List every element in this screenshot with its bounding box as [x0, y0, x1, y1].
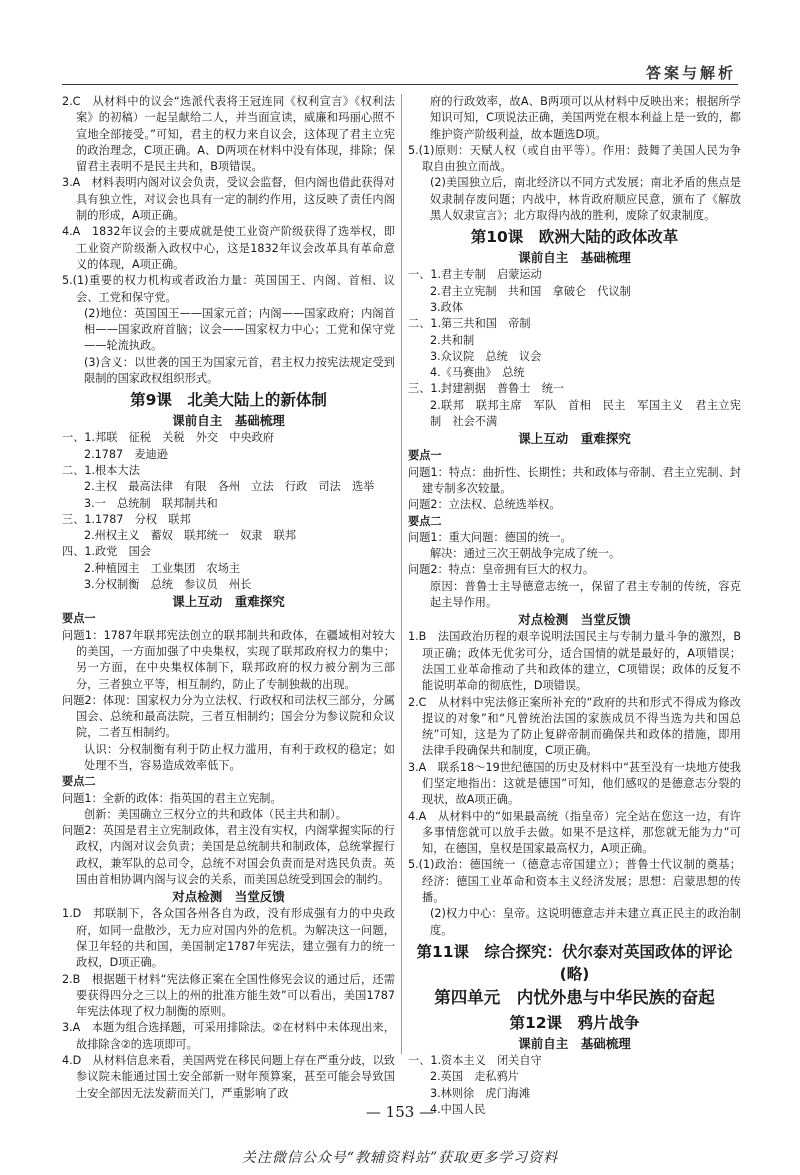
key-point-label: 要点二: [408, 514, 442, 528]
paragraph: 3.林则徐 虎门海滩: [430, 1086, 531, 1100]
paragraph: 解决：通过三次王朝战争完成了统一。: [430, 547, 621, 561]
paragraph: 2.联邦 联邦主席 军队 首相 民主 军国主义 君主立宪制 社会不满: [430, 398, 741, 429]
paragraph: 2.英国 走私鸦片: [430, 1070, 519, 1084]
paragraph: 3.分权制衡 总统 参议员 州长: [84, 578, 252, 592]
paragraph: 3.政体: [430, 300, 464, 314]
lesson-title: 第9课 北美大陆上的新体制: [130, 391, 327, 410]
section-title: 课前自主 基础梳理: [518, 250, 631, 266]
paragraph: 3.众议院 总统 议会: [430, 349, 542, 363]
left-column: [62, 94, 395, 1102]
paragraph: 三、1.1787 分权 联邦: [62, 512, 191, 526]
header-title: 答案与解析: [645, 64, 736, 82]
paragraph: 一、1.邦联 征税 关税 外交 中央政府: [62, 431, 275, 445]
paragraph: 4.A 从材料中的“如果最高统（指皇帝）完全站在您这一边，有许多事情您就可以放手去做。如果不是这样，那您就无能为力”可知，在德国，皇权是国家最高权力，A项正确。: [408, 809, 741, 856]
paragraph: 2.种植园主 工业集团 农场主: [84, 561, 241, 575]
paragraph: 4.A 1832年议会的主要成就是使工业资产阶级获得了选举权，即工业资产阶级渐入政权中心，这是1832年议会改革具有革命意义的体现，A项正确。: [62, 225, 395, 271]
section-title: 课上互动 重难探究: [518, 431, 631, 447]
section-title: 对点检测 当堂反馈: [172, 889, 285, 905]
section-title: 课前自主 基础梳理: [518, 1035, 631, 1051]
paragraph: 3.一 总统制 联邦制共和: [84, 496, 218, 510]
paragraph: 2.1787 麦迪逊: [84, 447, 168, 461]
paragraph: 5.(1)重要的权力机构或者政治力量：英国国王、内阁、首相、议会、工党和保守党。: [62, 274, 395, 304]
section-title: 课上互动 重难探究: [172, 594, 285, 610]
paragraph: 问题2：体现：国家权力分为立法权、行政权和司法权三部分，分属国会、总统和最高法院，三者互相制约；国会分为参议院和众议院，二者互相制约。: [62, 693, 395, 740]
footer-note: 关注微信公众号“教辅资料站”获取更多学习资料: [241, 1150, 559, 1166]
paragraph: 府的行政效率，故A、B两项可以从材料中反映出来；根据所学知识可知，C项说法正确，美国两党在根本利益上是一致的，都维护资产阶级利益，故本题选D项。: [430, 95, 741, 141]
paragraph: 2.州权主义 蓄奴 联邦统一 奴隶 联邦: [84, 529, 297, 543]
page-number-value: 153: [385, 1103, 415, 1121]
paragraph: 问题1：特点：曲折性、长期性；共和政体与帝制、君主立宪制、封建专制多次较量。: [408, 465, 741, 495]
paragraph: 一、1.君主专制 启蒙运动: [408, 268, 542, 282]
paragraph: 5.(1)原则：天赋人权（或自由平等）。作用：鼓舞了美国人民为争取自由独立而战。: [408, 143, 741, 174]
paragraph: 2.C 从材料中的议会“选派代表将王冠连同《权利宣言》《权利法案》的初稿）一起呈献给二人，并当面宣读，威廉和玛丽心照不宣地全部接受。”可知，君主的权力来自议会，这体现了君主立宪的政治理念，C项正确。A、D两项在材料中没有体现，排除；保留君主表明不是民主共和，B项错误。: [62, 95, 395, 174]
paragraph: 问题1：1787年联邦宪法创立的联邦制共和政体，在疆域相对较大的美国，一方面加强了中央集权，实现了联邦政府权力的集中；另一方面，在中央集权体制下，联邦政府的权力被分割为三部分，三者独立平等，相互制约，防止了专制独裁的出现。: [62, 628, 395, 691]
paragraph: 1.B 法国政治历程的艰辛说明法国民主与专制力量斗争的激烈，B项正确；政体无优劣可分，适合国情的就是最好的，A项错误；法国工业革命推动了共和政体的建立，C项错误；政体的反复不能说明革命的彻底性，D项错误。: [408, 630, 741, 693]
paragraph: (2)地位：英国国王——国家元首；内阁——国家政府；内阁首相——国家政府首脑；议会——国家权力中心；工党和保守党——轮流执政。: [84, 306, 395, 353]
lesson-title: 第10课 欧洲大陆的政体改革: [470, 228, 679, 247]
paragraph: 4.D 从材料信息来看，美国两党在移民问题上存在严重分歧，以致参议院未能通过国土安全部新一财年预算案，甚至可能会导致国土安全部因无法发薪而关门，严重影响了政: [62, 1054, 395, 1100]
paragraph: 二、1.根本大法: [62, 463, 140, 477]
unit-title: 第四单元 内忧外患与中华民族的奋起: [434, 987, 715, 1007]
paragraph: 问题2：立法权、总统选举权。: [408, 498, 561, 512]
paragraph: 5.(1)政治：德国统一（德意志帝国建立）；普鲁士代议制的奠基；经济：德国工业革命和资本主义经济发展；思想：启蒙思想的传播。: [408, 858, 741, 905]
column-divider: [401, 94, 402, 1054]
paragraph: (3)含义：以世袭的国王为国家元首，君主权力按宪法规定受到限制的国家政权组织形式。: [84, 355, 395, 386]
paragraph: 2.共和制: [430, 333, 475, 347]
paragraph: 2.君主立宪制 共和国 拿破仑 代议制: [430, 284, 631, 298]
paragraph: 一、1.资本主义 闭关自守: [408, 1053, 542, 1067]
paragraph: 3.A 本题为组合选择题，可采用排除法。②在材料中未体现出来，故排除含②的选项即可。: [62, 1021, 395, 1051]
page-number: — 153 —: [365, 1103, 435, 1121]
paragraph: 3.A 材料表明内阁对议会负责，受议会监督，但内阁也借此获得对具有独立性，对议会也具有一定的制约作用，这反映了责任内阁制的形成，A项正确。: [62, 176, 395, 223]
lesson-title: 第12课 鸦片战争: [509, 1013, 640, 1032]
paragraph: (2)美国独立后，南北经济以不同方式发展；南北矛盾的焦点是奴隶制存废问题；内战中，林肯政府顺应民意，颁布了《解放黑人奴隶宣言》；北方取得内战的胜利，废除了奴隶制度。: [430, 176, 741, 223]
key-point-label: 要点一: [408, 449, 442, 463]
paragraph: 问题1：重大问题：德国的统一。: [408, 530, 572, 544]
paragraph: 三、1.封建割据 普鲁士 统一: [408, 382, 565, 396]
paragraph: 2.C 从材料中宪法修正案所补充的“政府的共和形式不得成为修改提议的对象”和“凡曾统治法国的家族成员不得当选为共和国总统”可知，这是为了防止复辟帝制而确保共和政体的措施，即用法律手段确保共和制度，C项正确。: [408, 695, 741, 758]
key-point-label: 要点二: [62, 775, 96, 789]
paragraph: 原因：普鲁士主导德意志统一，保留了君主专制的传统，容克起主导作用。: [430, 579, 741, 610]
paragraph: 2.主权 最高法律 有限 各州 立法 行政 司法 选举: [84, 480, 375, 494]
paragraph: 问题2：英国是君主立宪制政体，君主没有实权，内阁掌握实际的行政权，内阁对议会负责；美国是总统制共和制政体，总统掌握行政权，兼军队的总司令，总统不对国会负责而是对选民负责。英国由首相协调内阁与议会的关系，而美国总统受到国会的制约。: [62, 824, 395, 887]
lesson-title: 第11课 综合探究：伏尔泰对英国政体的评论(略): [416, 942, 733, 983]
paragraph: 3.A 联系18～19世纪德国的历史及材料中“甚至没有一块地方使我们坚定地指出：这就是德国”可知，他们感叹的是德意志分裂的现状，故A项正确。: [408, 760, 741, 807]
key-point-label: 要点一: [62, 612, 96, 626]
paragraph: 问题1：全新的政体：指英国的君主立宪制。: [62, 791, 282, 805]
paragraph: 问题2：特点：皇帝拥有巨大的权力。: [408, 563, 595, 577]
paragraph: 二、1.第三共和国 帝制: [408, 317, 531, 331]
paragraph: 1.D 邦联制下，各众国各州各自为政，没有形成强有力的中央政府，如同一盘散沙，无力应对国内外的危机。为解决这一问题，保卫年轻的共和国，美国制定1787年宪法，建立强有力的统一政权，D项正确。: [62, 907, 395, 970]
paragraph: 四、1.政党 国会: [62, 545, 151, 559]
section-title: 课前自主 基础梳理: [172, 413, 285, 429]
header-rule: [62, 84, 738, 85]
right-column: [408, 94, 741, 1118]
paragraph: 创新：美国确立三权分立的共和政体（民主共和制）。: [84, 807, 347, 821]
paragraph: 认识：分权制衡有利于防止权力滥用，有利于政权的稳定；如处理不当，容易造成效率低下。: [84, 742, 395, 772]
paragraph: 4.中国人民: [430, 1102, 486, 1116]
paragraph: 4.《马赛曲》 总统: [430, 366, 525, 380]
section-title: 对点检测 当堂反馈: [518, 612, 631, 628]
paragraph: 2.B 根据题干材料“宪法修正案在全国性修宪会议的通过后，还需要获得四分之三以上的州的批准方能生效”可以看出，美国1787年宪法体现了权力制衡的原则。: [62, 972, 395, 1019]
paragraph: (2)权力中心：皇帝。这说明德意志并未建立真正民主的政治制度。: [430, 907, 741, 937]
